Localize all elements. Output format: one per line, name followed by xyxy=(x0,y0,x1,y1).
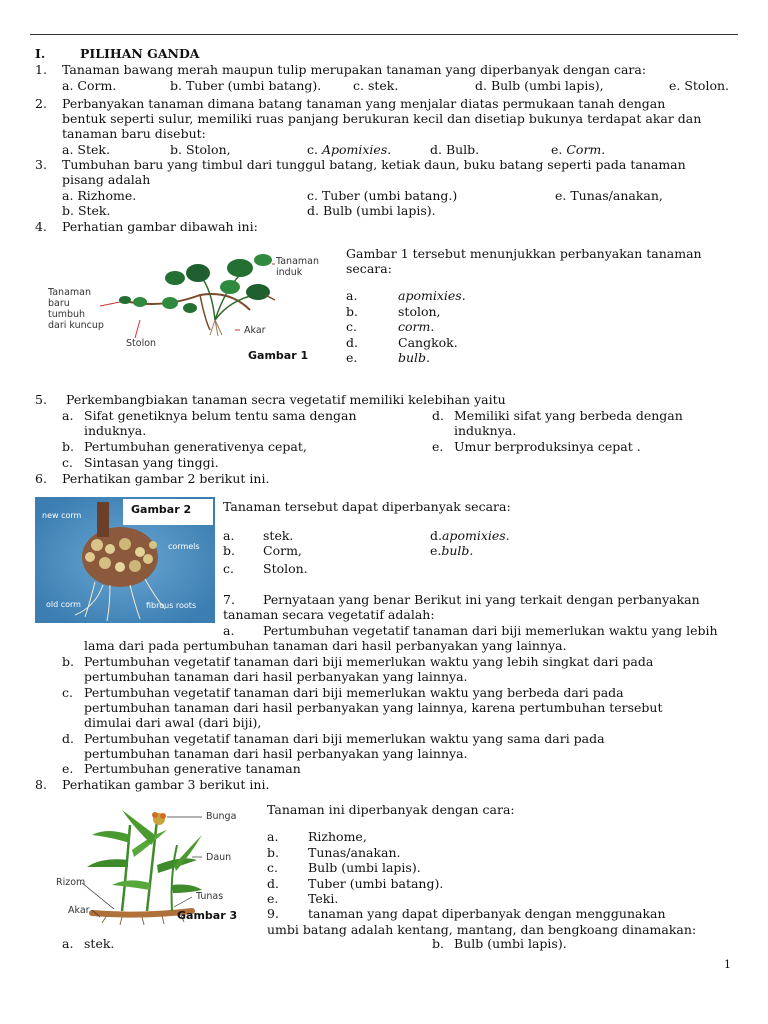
q4-prompt-line1: Gambar 1 tersebut menunjukkan perbanyakan tanaman xyxy=(346,246,702,261)
q6-option-d-label: d. xyxy=(430,528,442,543)
page-number: 1 xyxy=(724,958,731,971)
q3-option-a[interactable]: a. Rizhome. xyxy=(62,188,137,203)
q9-option-b-label: b. xyxy=(432,936,444,951)
q4-option-e[interactable] xyxy=(346,350,431,365)
q4-option-text: stolon, xyxy=(398,303,441,319)
q7-line2: tanaman secara vegetatif adalah: xyxy=(223,607,435,622)
q5-number: 5. xyxy=(35,392,47,407)
q4-option-label: a. xyxy=(346,288,358,303)
q5-option-b-label: b. xyxy=(62,439,74,454)
q9-number: 9. xyxy=(267,906,279,921)
q5-option-e-label: e. xyxy=(432,439,444,454)
q4-option-a[interactable] xyxy=(346,288,466,303)
q4-number: 4. xyxy=(35,219,47,234)
section-title: PILIHAN GANDA xyxy=(80,46,200,61)
fig1-label-induk: induk xyxy=(276,267,303,278)
q1-option-e[interactable]: e. Stolon. xyxy=(669,78,730,93)
q3-option-d[interactable]: d. Bulb (umbi lapis). xyxy=(307,203,436,218)
q6-option-c-label: c. xyxy=(223,561,234,576)
q4-option-b[interactable] xyxy=(346,303,441,319)
q7-option-a-line2[interactable]: lama dari pada pertumbuhan tanaman dari hasil perbanyakan yang lainnya. xyxy=(84,638,567,653)
q7-option-b-line2[interactable]: pertumbuhan tanaman dari hasil perbanyakan yang lainnya. xyxy=(84,669,468,684)
q2-option-c-label: c. xyxy=(307,142,318,157)
q2-option-e-text: Corm. xyxy=(566,142,606,157)
q6-prompt: Tanaman tersebut dapat diperbanyak secara: xyxy=(223,499,511,514)
q6-option-b[interactable]: Corm, xyxy=(263,543,302,558)
q7-option-e-label: e. xyxy=(62,761,74,776)
q5-option-c-label: c. xyxy=(62,455,73,470)
q6-text: Perhatikan gambar 2 berikut ini. xyxy=(62,471,270,486)
q5-option-b[interactable]: Pertumbuhan generativenya cepat, xyxy=(84,439,307,454)
q7-option-b-line1[interactable]: Pertumbuhan vegetatif tanaman dari biji memerlukan waktu yang lebih singkat dari pada xyxy=(84,654,654,669)
q2-option-b[interactable]: b. Stolon, xyxy=(170,142,231,157)
q1-option-b[interactable]: b. Tuber (umbi batang). xyxy=(170,78,322,93)
q6-number: 6. xyxy=(35,471,47,486)
q4-option-text: apomixies. xyxy=(398,288,466,303)
q7-option-d-label: d. xyxy=(62,731,74,746)
q5-option-a-label: a. xyxy=(62,408,74,423)
q8-prompt: Tanaman ini diperbanyak dengan cara: xyxy=(267,802,515,817)
q5-option-e[interactable]: Umur berproduksinya cepat . xyxy=(454,439,641,454)
fig3-label-rizom: Rizom xyxy=(56,877,86,888)
q5-option-d-line2[interactable]: induknya. xyxy=(454,423,517,438)
q4-option-text: Cangkok. xyxy=(398,334,458,350)
q2-option-e-label: e. xyxy=(551,142,563,157)
fig2-label-old-corm: old corm xyxy=(46,600,81,609)
q8-number: 8. xyxy=(35,777,47,792)
q7-option-a-line1[interactable]: Pertumbuhan vegetatif tanaman dari biji memerlukan waktu yang lebih xyxy=(263,623,718,638)
q4-option-label: d. xyxy=(346,334,358,350)
q9-line2: umbi batang adalah kentang, mantang, dan bengkoang dinamakan: xyxy=(267,922,697,937)
q6-option-a[interactable]: stek. xyxy=(263,528,294,543)
q7-option-b-label: b. xyxy=(62,654,74,669)
q4-option-text: bulb. xyxy=(398,350,431,365)
fig1-label-baru-2: baru xyxy=(48,298,70,309)
q8-option-text: Teki. xyxy=(308,891,339,906)
q1-number: 1. xyxy=(35,62,47,77)
q4-option-label: b. xyxy=(346,303,358,319)
q8-option-text: Tuber (umbi batang). xyxy=(308,875,444,891)
q5-text: Perkembangbiakan tanaman secra vegetatif memiliki kelebihan yaitu xyxy=(66,392,506,407)
q8-option-b[interactable] xyxy=(267,844,401,860)
fig3-label-daun: Daun xyxy=(206,852,232,863)
q3-number: 3. xyxy=(35,157,47,172)
fig1-label-baru-4: dari kuncup xyxy=(48,320,104,331)
q3-line2: pisang adalah xyxy=(62,172,151,187)
q6-option-d[interactable] xyxy=(430,528,510,543)
q8-option-label: e. xyxy=(267,891,279,906)
q9-option-b[interactable]: Bulb (umbi lapis). xyxy=(454,936,567,951)
q5-option-c[interactable]: Sintasan yang tinggi. xyxy=(84,455,219,470)
q8-option-label: b. xyxy=(267,844,279,860)
q1-option-d[interactable]: d. Bulb (umbi lapis), xyxy=(475,78,604,93)
q2-option-c-text: Apomixies. xyxy=(321,142,392,157)
q4-option-label: e. xyxy=(346,350,358,365)
q8-option-a[interactable] xyxy=(267,829,367,844)
fig1-label-baru-3: tumbuh xyxy=(48,309,86,320)
q6-option-b-label: b. xyxy=(223,543,235,558)
fig1-label-baru-1: Tanaman xyxy=(48,287,91,298)
q4-option-label: c. xyxy=(346,319,357,334)
figure-1-caption: Gambar 1 xyxy=(248,349,309,362)
q6-option-e[interactable] xyxy=(430,543,473,558)
q8-option-text: Tunas/anakan. xyxy=(308,844,401,860)
q2-number: 2. xyxy=(35,96,47,111)
q6-option-a-label: a. xyxy=(223,528,235,543)
q8-option-label: c. xyxy=(267,860,278,875)
q8-option-e[interactable] xyxy=(267,891,339,906)
fig2-label-new-corm: new corm xyxy=(42,511,82,520)
q3-option-e[interactable]: e. Tunas/anakan, xyxy=(555,188,663,203)
q3-option-b[interactable]: b. Stek. xyxy=(62,203,111,218)
q2-line3: tanaman baru disebut: xyxy=(62,126,206,141)
q6-option-c[interactable]: Stolon. xyxy=(263,561,308,576)
q8-option-label: d. xyxy=(267,875,279,891)
q7-option-d-line1[interactable]: Pertumbuhan vegetatif tanaman dari biji memerlukan waktu yang sama dari pada xyxy=(84,731,605,746)
q7-option-c-line1[interactable]: Pertumbuhan vegetatif tanaman dari biji memerlukan waktu yang berbeda dari pada xyxy=(84,685,624,700)
q6-option-e-text: bulb. xyxy=(441,543,474,558)
fig3-label-akar: Akar xyxy=(68,905,90,916)
q2-option-c[interactable] xyxy=(307,142,391,157)
q4-option-c[interactable] xyxy=(346,319,435,334)
q8-option-c[interactable] xyxy=(267,860,421,875)
q2-line1: Perbanyakan tanaman dimana batang tanaman yang menjalar diatas permukaan tanah dengan xyxy=(62,96,666,111)
figure-2-caption: Gambar 2 xyxy=(131,503,192,516)
fig2-label-fibrous-roots: fibrous roots xyxy=(146,601,197,610)
q5-option-d-label: d. xyxy=(432,408,444,423)
q9-line1: tanaman yang dapat diperbanyak dengan menggunakan xyxy=(308,906,666,921)
q8-option-label: a. xyxy=(267,829,279,844)
q4-text: Perhatian gambar dibawah ini: xyxy=(62,219,258,234)
q3-option-c[interactable]: c. Tuber (umbi batang.) xyxy=(307,188,458,203)
q1-option-c[interactable]: c. stek. xyxy=(353,78,399,93)
q4-option-d[interactable] xyxy=(346,334,458,350)
fig3-label-tunas: Tunas xyxy=(196,891,224,902)
q2-option-d[interactable]: d. Bulb. xyxy=(430,142,480,157)
q9-option-a-label: a. xyxy=(62,936,74,951)
fig1-label-stolon: Stolon xyxy=(126,338,157,349)
q9-option-a[interactable]: stek. xyxy=(84,936,115,951)
q6-option-e-label: e. xyxy=(430,543,442,558)
q1-option-a[interactable]: a. Corm. xyxy=(62,78,117,93)
q6-option-d-text: apomixies. xyxy=(441,528,510,543)
q2-option-e[interactable] xyxy=(551,142,605,157)
header-rule xyxy=(30,34,738,35)
q1-text: Tanaman bawang merah maupun tulip merupakan tanaman yang diperbanyak dengan cara: xyxy=(62,62,647,77)
q5-option-d-line1[interactable]: Memiliki sifat yang berbeda dengan xyxy=(454,408,683,423)
q8-option-d[interactable] xyxy=(267,875,444,891)
fig3-label-bunga: Bunga xyxy=(206,811,237,822)
fig2-label-cormels: cormels xyxy=(168,542,200,551)
q5-option-a-line1[interactable]: Sifat genetiknya belum tentu sama dengan xyxy=(84,408,357,423)
section-number: I. xyxy=(35,46,46,61)
q2-option-a[interactable]: a. Stek. xyxy=(62,142,110,157)
q7-option-d-line2[interactable]: pertumbuhan tanaman dari hasil perbanyakan yang lainnya. xyxy=(84,746,468,761)
q7-option-e[interactable]: Pertumbuhan generative tanaman xyxy=(84,761,301,776)
q2-line2: bentuk seperti sulur, memiliki ruas panjang berukuran kecil dan disetiap bukunya terdapat akar dan xyxy=(62,111,702,126)
q3-line1: Tumbuhan baru yang timbul dari tunggul batang, ketiak daun, buku batang seperti pada tanaman xyxy=(62,157,686,172)
fig1-label-akar: Akar xyxy=(244,325,266,336)
fig1-label-tanaman: Tanaman xyxy=(276,256,319,267)
q7-line1: Pernyataan yang benar Berikut ini yang terkait dengan perbanyakan xyxy=(263,592,700,607)
q4-option-text: corm. xyxy=(398,319,435,334)
q8-option-text: Bulb (umbi lapis). xyxy=(308,860,421,875)
q5-option-a-line2[interactable]: induknya. xyxy=(84,423,147,438)
q7-option-a-label: a. xyxy=(223,623,235,638)
q7-option-c-line2[interactable]: pertumbuhan tanaman dari hasil perbanyakan yang lainnya, karena pertumbuhan tersebut xyxy=(84,700,663,715)
figure-3-caption: Gambar 3 xyxy=(177,909,238,922)
q8-option-text: Rizhome, xyxy=(308,829,367,844)
q7-option-c-line3[interactable]: dimulai dari awal (dari biji), xyxy=(84,715,262,730)
q7-option-c-label: c. xyxy=(62,685,73,700)
q7-number: 7. xyxy=(223,592,235,607)
q8-text: Perhatikan gambar 3 berikut ini. xyxy=(62,777,270,792)
q4-prompt-line2: secara: xyxy=(346,261,392,276)
